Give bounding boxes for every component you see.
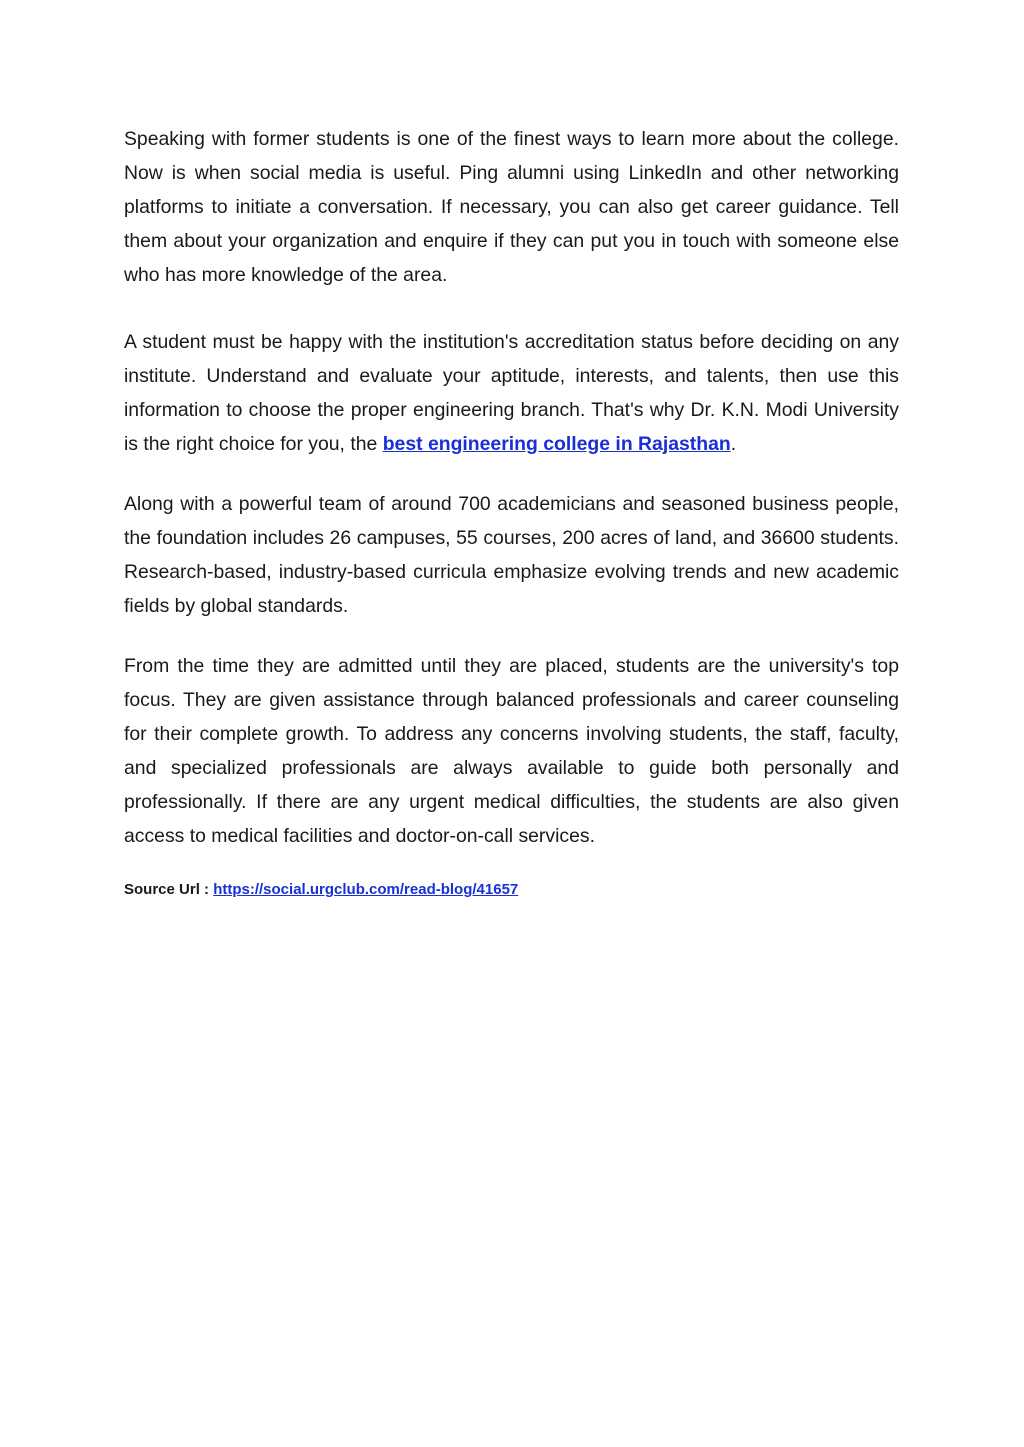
paragraph-student-focus: From the time they are admitted until they are placed, students are the university's top focus. They are given assistance through balanced professionals and career counseling for their complete growth. To address any concerns involving students, the staff, faculty, and specialized professionals are always available to guide both personally and professionally. If there are any urgent medical difficulties, the students are also given access to medical facilities and doctor-on-call services. <box>124 655 899 847</box>
source-label: Source Url : <box>124 881 214 898</box>
best-engineering-college-link[interactable]: best engineering college in Rajasthan <box>382 433 731 455</box>
paragraph-foundation: Along with a powerful team of around 700 academicians and seasoned business people, the foundation includes 26 campuses, 55 courses, 200 acres of land, and 36600 students. Research-based, industry-based curricula emphasize evolving trends and new academic fields by global standards. <box>124 493 899 617</box>
source-line <box>124 879 899 901</box>
paragraph-accreditation-text: A student must be happy with the institution's accreditation status before deciding on any institute. Understand and evaluate your aptitude, interests, and talents, then use this information to choose the proper engineering branch. That's why Dr. K.N. Modi University is the right choice for you, the <box>124 331 899 455</box>
source-url-link[interactable]: https://social.urgclub.com/read-blog/41657 <box>213 881 519 898</box>
document-page <box>124 122 899 901</box>
paragraph-accreditation-end: . <box>730 433 737 455</box>
paragraph-accreditation <box>124 325 899 461</box>
paragraph-alumni: Speaking with former students is one of the finest ways to learn more about the college. Now is when social media is useful. Ping alumni using LinkedIn and other networking platforms to initiate a conversation. If necessary, you can also get career guidance. Tell them about your organization and enquire if they can put you in touch with someone else who has more knowledge of the area. <box>124 128 899 286</box>
